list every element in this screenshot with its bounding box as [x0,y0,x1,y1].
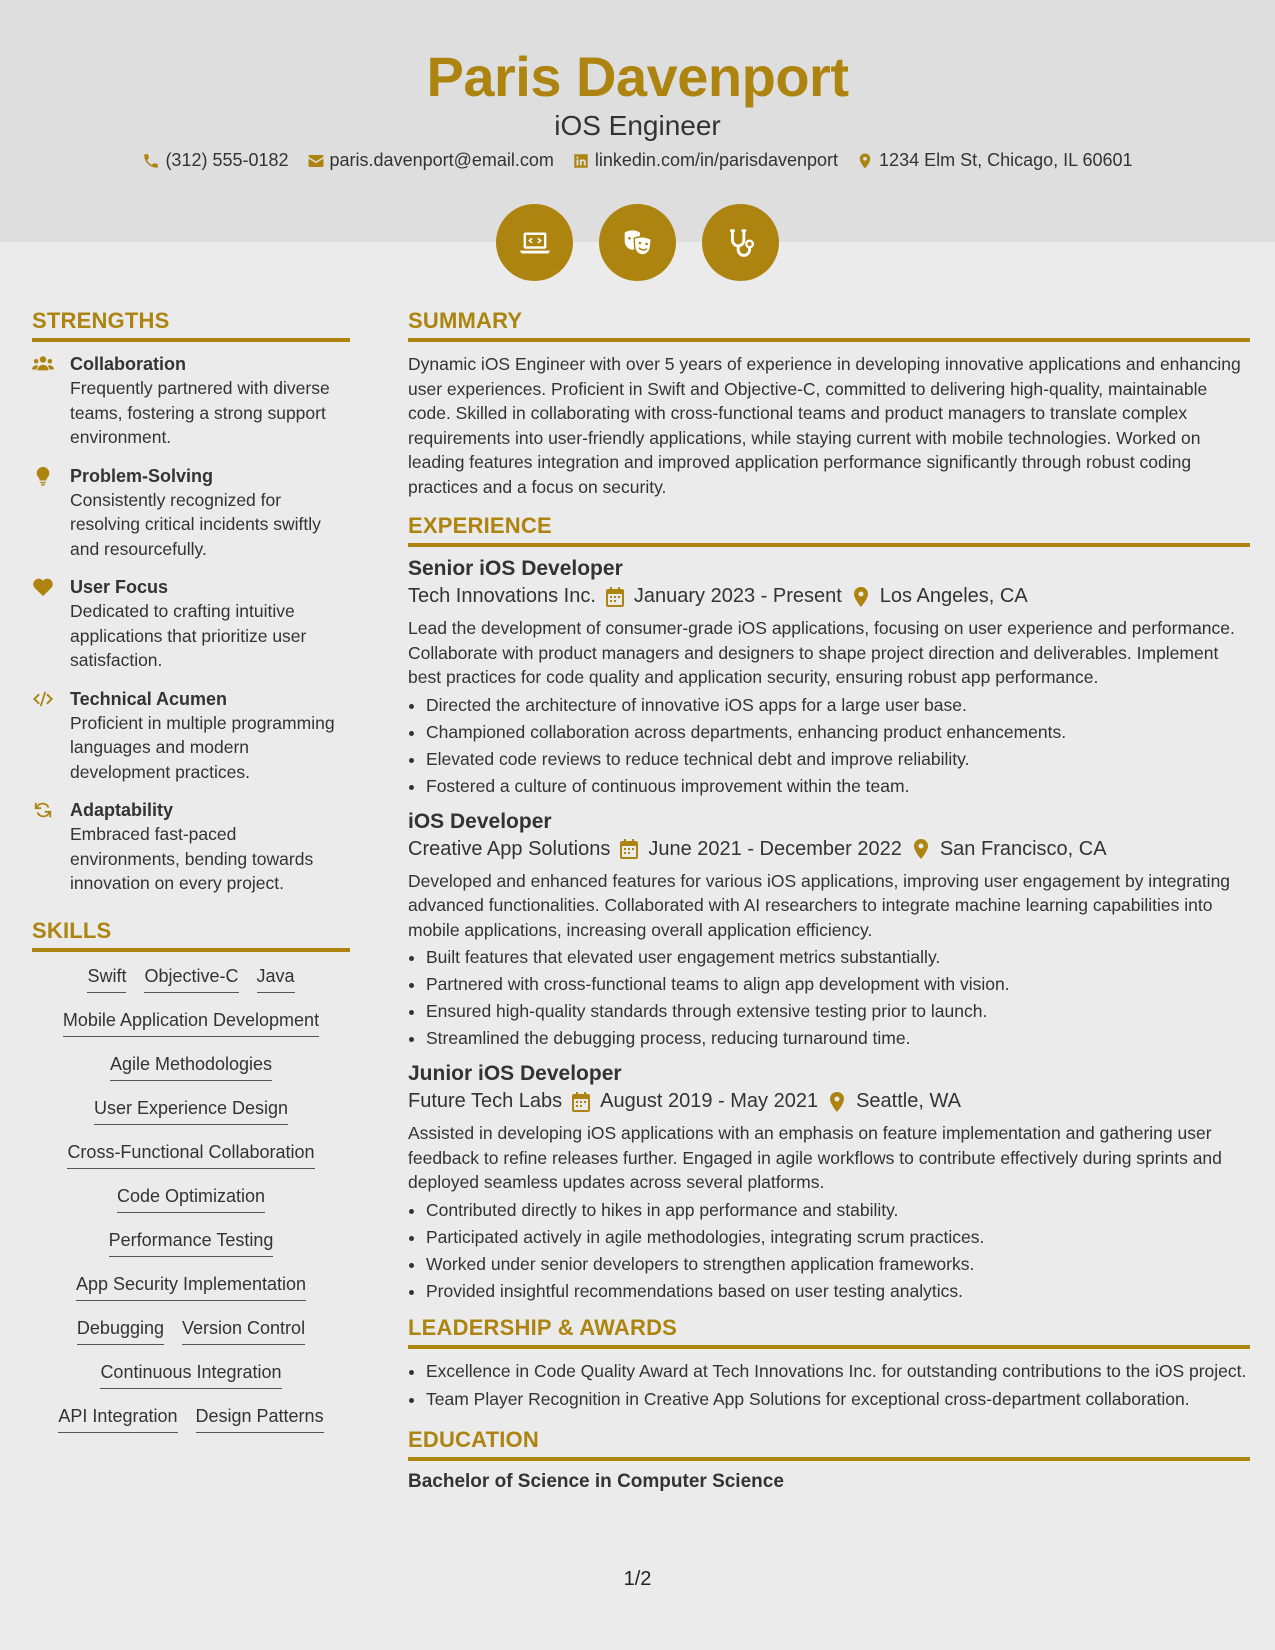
job-dates: June 2021 - December 2022 [648,837,902,860]
job-title-heading: iOS Engineer [554,110,721,141]
skill-row [32,1142,350,1169]
job-location: Seattle, WA [856,1090,961,1112]
envelope-icon [307,152,325,170]
email-text: paris.davenport@email.com [329,150,554,170]
right-column [408,308,1250,1493]
job-bullets [408,692,1250,800]
map-pin-icon [912,839,930,859]
job-entry [408,557,1250,800]
job-company: Future Tech Labs [408,1090,563,1112]
job-meta [408,585,1250,608]
skill-tag: Swift [87,966,126,993]
skill-row [32,1318,350,1345]
job-bullets [408,1197,1250,1305]
address-text: 1234 Elm St, Chicago, IL 60601 [879,150,1133,170]
map-pin-icon [852,587,870,607]
skill-tag: Continuous Integration [100,1362,281,1389]
skill-tag: Cross-Functional Collaboration [67,1142,314,1169]
lightbulb-icon [32,466,54,486]
laptop-code-icon [516,224,554,262]
calendar-icon [606,587,624,607]
candidate-name: Paris Davenport [426,45,849,108]
job-meta [408,1090,1250,1113]
list-item: • Ensured high-quality standards through extensive testing prior to launch. [426,998,1250,1025]
job-description: Assisted in developing iOS applications with an emphasis on feature implementation and gathering user feedback to refine releases further. Engaged in agile workflows to contribute effectively during sprints and deployed seamless updates across several platforms. [408,1123,1222,1192]
education-degree: Bachelor of Science in Computer Science [408,1470,784,1492]
skill-tag: Debugging [77,1318,164,1345]
job-dates: August 2019 - May 2021 [600,1090,819,1112]
strength-desc: Proficient in multiple programming languages and modern development practices. [70,712,335,782]
skill-tag: Agile Methodologies [110,1054,272,1081]
map-pin-icon [856,152,874,170]
awards-heading: LEADERSHIP & AWARDS [408,1315,1250,1349]
education-heading: EDUCATION [408,1427,1250,1461]
stethoscope-circle [702,204,779,281]
linkedin-text: linkedin.com/in/parisdavenport [594,150,839,170]
strength-item [32,687,350,785]
job-location: San Francisco, CA [939,837,1107,860]
skills-list [32,966,350,1433]
list-item: • Provided insightful recommendations based on user testing analytics. [426,1278,1250,1305]
job-location: Los Angeles, CA [879,585,1028,607]
strength-item [32,575,350,673]
skill-row [32,1098,350,1125]
job-role: Junior iOS Developer [408,1062,622,1085]
strength-desc: Frequently partnered with diverse teams, fostering a strong support environment. [70,378,330,447]
phone-icon [142,152,160,170]
skill-tag: Mobile Application Development [63,1010,319,1037]
job-role: Senior iOS Developer [408,557,623,580]
skill-row [32,1186,350,1213]
hobby-icons [0,204,1275,281]
list-item: • Built features that elevated user engagement metrics substantially. [426,944,1250,971]
list-item: • Streamlined the debugging process, reducing turnaround time. [426,1025,1250,1052]
contact-email[interactable] [307,150,554,171]
linkedin-icon [572,152,590,170]
strength-name: Collaboration [70,354,186,374]
strength-name: Technical Acumen [70,688,228,709]
list-item: • Elevated code reviews to reduce technical debt and improve reliability. [426,746,1250,773]
page-number: 1/2 [623,1568,652,1590]
job-entry [408,810,1250,1053]
skill-row [32,1010,350,1037]
strength-desc: Consistently recognized for resolving critical incidents swiftly and resourcefully. [70,489,321,559]
awards-list [408,1359,1250,1411]
contact-phone[interactable] [142,150,288,171]
contact-bar [0,150,1275,171]
list-item: • Excellence in Code Quality Award at Tech Innovations Inc. for outstanding contributions to the iOS project. [426,1359,1250,1383]
job-bullets [408,944,1250,1052]
strengths-heading: STRENGTHS [32,308,350,342]
job-company: Tech Innovations Inc. [408,585,596,607]
list-item: • Contributed directly to hikes in app performance and stability. [426,1197,1250,1224]
skills-heading: SKILLS [32,918,350,952]
skill-tag: Design Patterns [196,1406,324,1433]
list-item: • Directed the architecture of innovative iOS apps for a large user base. [426,692,1250,719]
skill-row [32,966,350,993]
job-meta [408,838,1250,861]
code-icon [32,689,54,709]
strength-name: User Focus [70,577,169,597]
skill-tag: App Security Implementation [76,1274,306,1301]
skill-row [32,1406,350,1433]
sync-icon [32,800,54,820]
skill-row [32,1362,350,1389]
summary-heading: SUMMARY [408,308,1250,342]
list-item: • Fostered a culture of continuous improvement within the team. [426,773,1250,800]
masks-circle [599,204,676,281]
skill-tag: Performance Testing [109,1230,274,1257]
skill-tag: User Experience Design [94,1098,288,1125]
job-description: Developed and enhanced features for various iOS applications, improving user engagement by integrating advanced functionalities. Collaborated with AI researchers to integrate machine learning capabilities into mobile applications, increasing overall application efficiency. [408,870,1231,940]
job-description: Lead the development of consumer-grade iOS applications, focusing on user experience and performance. Collaborate with product managers and designers to shape project direction and deliverables. Implement best practices for code quality and application security, ensuring robust app performance. [408,618,1235,687]
contact-linkedin[interactable] [572,150,838,171]
strength-item [32,464,350,562]
contact-address [856,150,1133,171]
job-entry [408,1062,1250,1305]
list-item: • Participated actively in agile methodologies, integrating scrum practices. [426,1224,1250,1251]
experience-heading: EXPERIENCE [408,513,1250,547]
theater-masks-icon [619,224,657,262]
map-pin-icon [828,1092,846,1112]
heart-icon [32,577,54,597]
stethoscope-icon [722,224,760,262]
calendar-icon [572,1092,590,1112]
users-icon [32,354,54,374]
list-item: • Worked under senior developers to strengthen application frameworks. [426,1251,1250,1278]
strength-item [32,352,350,450]
list-item: • Team Player Recognition in Creative App Solutions for exceptional cross-department collaboration. [426,1387,1250,1411]
laptop-circle [496,204,573,281]
skill-tag: Objective-C [144,966,238,993]
strength-desc: Embraced fast-paced environments, bending towards innovation on every project. [70,824,314,893]
skill-tag: Java [257,966,295,993]
job-company: Creative App Solutions [408,837,611,860]
strength-desc: Dedicated to crafting intuitive applications that prioritize user satisfaction. [70,601,307,670]
skill-tag: API Integration [58,1406,177,1433]
strength-item [32,798,350,896]
list-item: • Partnered with cross-functional teams to align app development with vision. [426,971,1250,998]
skill-tag: Code Optimization [117,1186,265,1213]
summary-text: Dynamic iOS Engineer with over 5 years of experience in developing innovative applications and enhancing user experiences. Proficient in Swift and Objective-C, committed to delivering high-quality, maintainable code. Skilled in collaborating with cross-functional teams and product managers to translate complex requirements into user-friendly applications, while staying current with mobile technologies. Worked on leading features integration and improved application performance significantly through robust coding practices and a focus on security. [408,354,1241,497]
list-item: • Championed collaboration across departments, enhancing product enhancements. [426,719,1250,746]
phone-text: (312) 555-0182 [165,150,289,170]
skill-row [32,1054,350,1081]
job-role: iOS Developer [408,809,552,833]
skill-row [32,1230,350,1257]
skill-tag: Version Control [182,1318,305,1345]
calendar-icon [620,839,638,859]
left-column [32,308,350,1450]
job-dates: January 2023 - Present [633,585,842,607]
strength-name: Adaptability [70,800,174,820]
strength-name: Problem-Solving [70,465,214,486]
skill-row [32,1274,350,1301]
